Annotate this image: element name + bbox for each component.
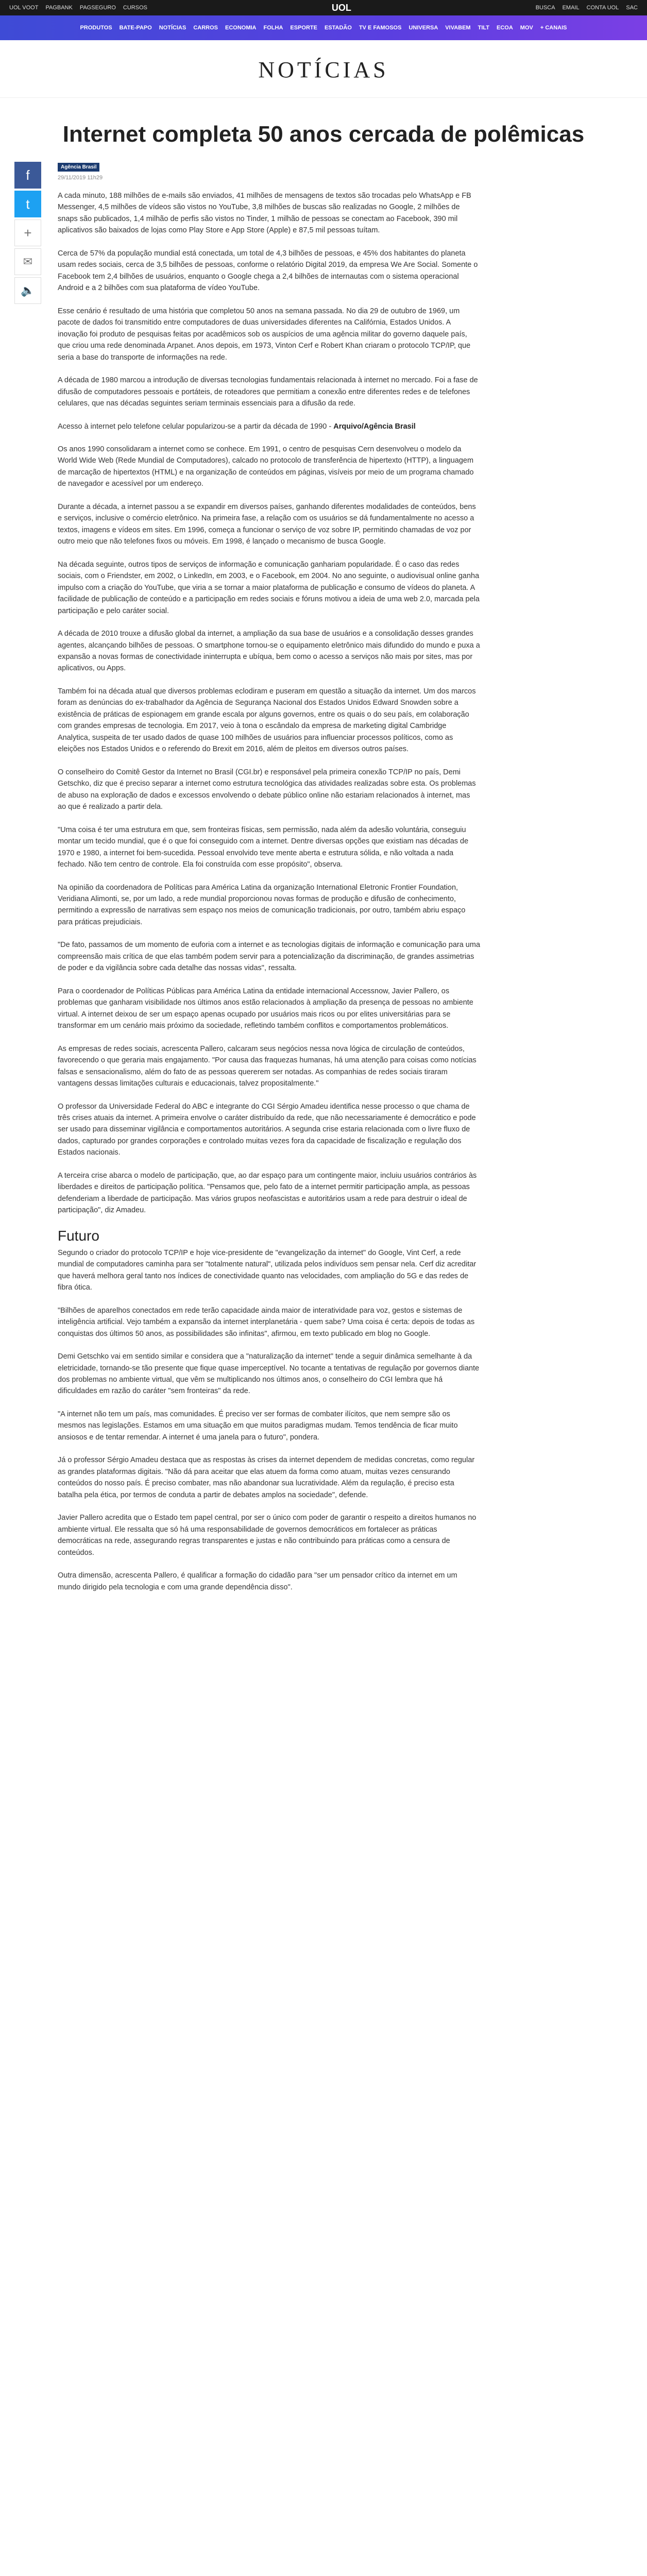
nav-item-esporte[interactable]: ESPORTE xyxy=(290,25,317,31)
paragraph: Durante a década, a internet passou a se expandir em diversos países, ganhando diferentes modalidades de conteúdos, bens e serviços, inclusive o comércio eletrônico. Na primeira fase, a relação com os usuários se dá fundamentalmente no acesso a textos, imagens e vídeos em sites. Em 1996, começa a funcionar o serviço de voz sobre IP, permitindo chamadas de voz por outro meio que não telefones fixos ou móveis. Em 1998, é lançado o mecanismo de busca Google. xyxy=(58,502,476,546)
top-right-links xyxy=(536,5,638,11)
nav-item-folha[interactable]: FOLHA xyxy=(263,25,283,31)
link-pagbank[interactable]: PAGBANK xyxy=(45,5,73,11)
paragraph: Demi Getschko vai em sentido similar e considera que a "naturalização da internet" tende a seguir dinâmica semelhante à da eletricidade, tornando-se tão presente que fique quase imperceptível. No tocante a tentativas de regulação por governos diante dos problemas no ambiente virtual, que vêm se multiplicando nos últimos anos, o conselheiro do CGI lembra que há dificuldades em razão do caráter "sem fronteiras" da rede. xyxy=(58,1352,480,1396)
audio-icon[interactable]: 🔈 xyxy=(14,277,41,304)
nav-item-canais[interactable]: + CANAIS xyxy=(540,25,567,31)
nav-item-universa[interactable]: UNIVERSA xyxy=(408,25,438,31)
image-caption xyxy=(58,421,480,432)
nav-item-noticias[interactable]: NOTÍCIAS xyxy=(159,25,186,31)
paragraph: Segundo o criador do protocolo TCP/IP e hoje vice-presidente de "evangelização da internet" do Google, Vint Cerf, a rede mundial de computadores caminha para ser "totalmente natural", utilizada pelos indivíduos sem pensar nela. Cerf diz acreditar que haverá melhora geral tanto nos índices de conectividade quanto nas velocidades, com ampliação do 5G e das redes de fibra ótica. xyxy=(58,1248,476,1292)
paragraph: A terceira crise abarca o modelo de participação, que, ao dar espaço para um contingente maior, incluiu usuários contrários às liberdades e direitos de participação política. "Pensamos que, pelo fato de a internet permitir participação ampla, as pessoas defenderiam a liberdade de participação. Mas vários grupos neofascistas e autoritários usam a rede para destruir o ideal de participação", diz Amadeu. xyxy=(58,1171,477,1215)
share-bar xyxy=(14,162,41,304)
photo-credit: Arquivo/Agência Brasil xyxy=(333,422,416,431)
publish-date: 29/11/2019 11h29 xyxy=(58,175,103,181)
mail-icon[interactable]: ✉ xyxy=(14,248,41,275)
link-uol-voot[interactable]: UOL VOOT xyxy=(9,5,39,11)
nav-item-estadao[interactable]: ESTADÃO xyxy=(324,25,352,31)
link-pagseguro[interactable]: PAGSEGURO xyxy=(79,5,116,11)
paragraph: Também foi na década atual que diversos problemas eclodiram e puseram em questão a situação da internet. Um dos marcos foram as denúncias do ex-trabalhador da Agência de Segurança Nacional dos Estados Unidos Edward Snowden sobre a existência de práticas de espionagem em grande escala por alguns governos, entre os quais o do seu país, em colaboração com grandes empresas de tecnologia. Em 2017, veio à tona o escândalo da empresa de marketing digital Cambridge Analytica, suspeita de ter usado dados de quase 100 milhões de usuários para influenciar processos políticos, como as eleições nos Estados Unidos e o referendo do Brexit em 2016, além de pleitos em diversos outros países. xyxy=(58,687,476,754)
paragraph: "De fato, passamos de um momento de euforia com a internet e as tecnologias digitais de informação e comunicação para uma compreensão mais crítica de que elas também podem servir para a potencialização da discriminação, de grandes assimetrias de poder e da vigilância sobre cada detalhe das nossas vidas", ressalta. xyxy=(58,941,481,973)
main-nav xyxy=(0,15,647,40)
paragraph: O conselheiro do Comitê Gestor da Internet no Brasil (CGI.br) e responsável pela primeira conexão TCP/IP no país, Demi Getschko, diz que é preciso separar a internet como estrutura tecnológica das atividades realizadas sobre esta. Os problemas de abuso na exploração de dados e excessos envolvendo o debate público online não estariam relacionados à internet, mas ao que é realizado a partir dela. xyxy=(58,768,476,811)
paragraph: O professor da Universidade Federal do ABC e integrante do CGI Sérgio Amadeu identifica nesse processo o que chama de três crises atuais da internet. A primeira envolve o caráter distribuído da rede, que não necessariamente é democrático e pode ser usado para disseminar vigilância e comportamentos autoritários. A segunda crise estaria relacionada com o livre fluxo de dados, capturado por grandes corporações e controlado muitas vezes fora da capacidade de fiscalização e regulação dos Estados nacionais. xyxy=(58,1102,476,1157)
nav-item-ecoa[interactable]: ECOA xyxy=(497,25,513,31)
paragraph: Na opinião da coordenadora de Políticas para América Latina da organização International Eletronic Frontier Foundation, Veridiana Alimonti, se, por um lado, a rede mundial proporcionou novas formas de produção e difusão de conhecimento, permitindo a expressão de narrativas sem espaço nos meios de comunicação tradicionais, por outro, também abriu espaço para práticas prejudiciais. xyxy=(58,883,466,926)
paragraph: "Bilhões de aparelhos conectados em rede terão capacidade ainda maior de interatividade para voz, gestos e sistemas de inteligência artificial. Vejo também a expansão da internet interplanetária - quem sabe? Uma coisa é certa: depois de todas as conquistas dos últimos 50 anos, as possibilidades são infinitas", afirmou, em texto publicado em blog no Google. xyxy=(58,1306,475,1338)
paragraph: "Uma coisa é ter uma estrutura em que, sem fronteiras físicas, sem permissão, nada além da adesão voluntária, conseguiu montar um tecido mundial, que é o que foi conseguido com a internet. Dentre diversas opções que existiam nas décadas de 1970 e 1980, a internet foi bem-sucedida. Pessoal envolvido teve mente aberta e estrutura sólida, e não voltada a nada fechado. Não tem centro de controle. Ela foi construída com esse propósito", observa. xyxy=(58,825,469,869)
paragraph: A década de 2010 trouxe a difusão global da internet, a ampliação da sua base de usuários e a consolidação desses grandes agentes, alcançando bilhões de pessoas. O smartphone tornou-se o equipamento eletrônico mais difundido do mundo e puxa a expansão a novas formas de conectividade ininterrupta e ubíqua, bem como o acesso a serviços não mais por sites, mas por aplicativos, ou Apps. xyxy=(58,630,480,673)
top-left-links xyxy=(9,5,147,11)
article-body xyxy=(58,162,480,1593)
top-utility-bar xyxy=(0,0,647,15)
paragraph: Os anos 1990 consolidaram a internet como se conhece. Em 1991, o centro de pesquisas Cern desenvolveu o modelo da World Wide Web (Rede Mundial de Computadores), calcado no protocolo de transferência de hipertexto (HTTP), a linguagem de marcação de hipertextos (HTML) e na organização de conteúdos em páginas, visíveis por meio de um programa chamado de navegador e acessível por um endereço. xyxy=(58,445,474,488)
plus-icon[interactable]: + xyxy=(14,219,41,246)
paragraph: A década de 1980 marcou a introdução de diversas tecnologias fundamentais relacionada à internet no mercado. Foi a fase de difusão de computadores pessoais e portáteis, de roteadores que permitiam a conexão entre diferentes redes e de telefones celulares, que nas décadas seguintes seriam terminais essenciais para a difusão da rede. xyxy=(58,376,478,408)
paragraph: Javier Pallero acredita que o Estado tem papel central, por ser o único com poder de garantir o respeito a direitos humanos no ambiente virtual. Ele ressalta que só há uma responsabilidade de governos democráticos em fortalecer as práticas democráticas na rede, assegurando regras transparentes e justas e não contribuindo para práticas como a censura de conteúdos. xyxy=(58,1514,476,1557)
twitter-icon[interactable]: t xyxy=(14,191,41,217)
nav-item-vivabem[interactable]: VIVABEM xyxy=(445,25,471,31)
paragraph: Já o professor Sérgio Amadeu destaca que as respostas às crises da internet dependem de medidas concretas, como regular as grandes plataformas digitais. "Não dá para aceitar que elas atuem da forma como atuam, muitas vezes censurando conteúdos do nosso país. É preciso combater, mas não abandonar sua lucratividade. Além da regulação, é preciso esta batalha pela ética, por termos de conduta a partir de debates amplos na sociedade", defende. xyxy=(58,1456,475,1499)
article-headline: Internet completa 50 anos cercada de polêmicas xyxy=(62,122,585,147)
paragraph: Esse cenário é resultado de uma história que completou 50 anos na semana passada. No dia 29 de outubro de 1969, um pacote de dados foi transmitido entre computadores de duas universidades diferentes na Califórnia, Estados Unidos. A inovação foi produto de pesquisas feitas por acadêmicos sob os auspícios de uma agência militar do governo daquele país, que criou uma rede denominada Arpanet. Anos depois, em 1973, Vinton Cerf e Robert Khan criaram o protocolo TCP/IP, que seria a base do transporte de informações na rede. xyxy=(58,307,471,362)
paragraph: "A internet não tem um país, mas comunidades. É preciso ver ser formas de combater ilícitos, que nem sempre são os mesmos nas legislações. Estamos em uma situação em que muitos paradigmas mudam. Temos tendência de ficar muito ansiosos e de tentar remendar. A internet é uma janela para o futuro", pondera. xyxy=(58,1410,458,1442)
link-email[interactable]: EMAIL xyxy=(562,5,580,11)
caption-text: Acesso à internet pelo telefone celular popularizou-se a partir da década de 1990 - xyxy=(58,422,334,431)
link-sac[interactable]: SAC xyxy=(626,5,638,11)
link-conta-uol[interactable]: CONTA UOL xyxy=(586,5,619,11)
facebook-icon[interactable]: f xyxy=(14,162,41,189)
nav-item-tv-famosos[interactable]: TV E FAMOSOS xyxy=(359,25,402,31)
nav-item-economia[interactable]: ECONOMIA xyxy=(225,25,257,31)
section-title: NOTÍCIAS xyxy=(0,40,647,98)
uol-logo[interactable]: UOL xyxy=(331,2,351,13)
source-tag[interactable]: Agência Brasil xyxy=(58,163,99,172)
nav-item-carros[interactable]: CARROS xyxy=(193,25,218,31)
section-subtitle: Futuro xyxy=(58,1227,99,1244)
paragraph: Na década seguinte, outros tipos de serviços de informação e comunicação ganhariam popularidade. É o caso das redes sociais, com o Friendster, em 2002, o LinkedIn, em 2003, e o Facebook, em 2004. No ano seguinte, o audiovisual online ganha impulso com a criação do YouTube, que viria a se tornar a maior plataforma de publicação e consumo de vídeos do planeta. A facilidade de publicação de conteúdo e a participação em redes sociais e fóruns motivou a ideia de uma web 2.0, marcada pela participação e pelo caráter social. xyxy=(58,560,480,615)
paragraph: Outra dimensão, acrescenta Pallero, é qualificar a formação do cidadão para "ser um pensador crítico da internet em um mundo dirigido pela tecnologia e com uma grande dependência disso". xyxy=(58,1571,457,1591)
nav-item-tilt[interactable]: TILT xyxy=(478,25,490,31)
paragraph: A cada minuto, 188 milhões de e-mails são enviados, 41 milhões de mensagens de textos são trocadas pelo WhatsApp e FB Messenger, 4,5 milhões de vídeos são vistos no YouTube, 3,8 milhões de buscas são realizadas no Google, 2 milhões de snaps são publicados, 1,4 milhão de perfis são vistos no Tinder, 1 milhão de pessoas se conectam ao Facebook, 390 mil aplicativos são baixados de lojas como Play Store e App Store (Apple) e 87,5 mil pessoas tuítam. xyxy=(58,192,471,235)
nav-item-bate-papo[interactable]: BATE-PAPO xyxy=(119,25,152,31)
paragraph: Para o coordenador de Políticas Públicas para América Latina da entidade internacional Accessnow, Javier Pallero, os problemas que ganharam visibilidade nos últimos anos estão relacionados à ampliação da presença de pessoas no ambiente virtual. A internet deixou de ser um espaço apenas ocupado por usuários mais ricos ou por elites universitárias para se transformar em um cenário mais próximo da sociedade, refletindo também conflitos e comportamentos problemáticos. xyxy=(58,987,473,1030)
nav-item-produtos[interactable]: PRODUTOS xyxy=(80,25,112,31)
paragraph: As empresas de redes sociais, acrescenta Pallero, calcaram seus negócios nessa nova lógica de circulação de conteúdos, favorecendo o que geraria mais engajamento. "Por causa das fraquezas humanas, há uma atenção para coisas como notícias falsas e sensacionalismo, além do fato de as pessoas quererem ser notadas. As companhias de redes sociais tiraram vantagens dessas limitações culturais e educacionais, talvez propositalmente." xyxy=(58,1044,476,1088)
nav-item-mov[interactable]: MOV xyxy=(520,25,533,31)
link-cursos[interactable]: CURSOS xyxy=(123,5,147,11)
link-busca[interactable]: BUSCA xyxy=(535,5,555,11)
article-container xyxy=(0,162,647,1593)
paragraph: Cerca de 57% da população mundial está conectada, um total de 4,3 bilhões de pessoas, e 45% dos habitantes do planeta usam redes sociais, cerca de 3,5 bilhões de pessoas, conforme o relatório Digital 2019, da empresa We Are Social. Somente o Facebook tem 2,4 bilhões de usuários, enquanto o Google chega a 2,4 bilhões de internautas com o sistema operacional Android e a 2 bilhões com sua plataforma de vídeo YouTube. xyxy=(58,249,478,293)
